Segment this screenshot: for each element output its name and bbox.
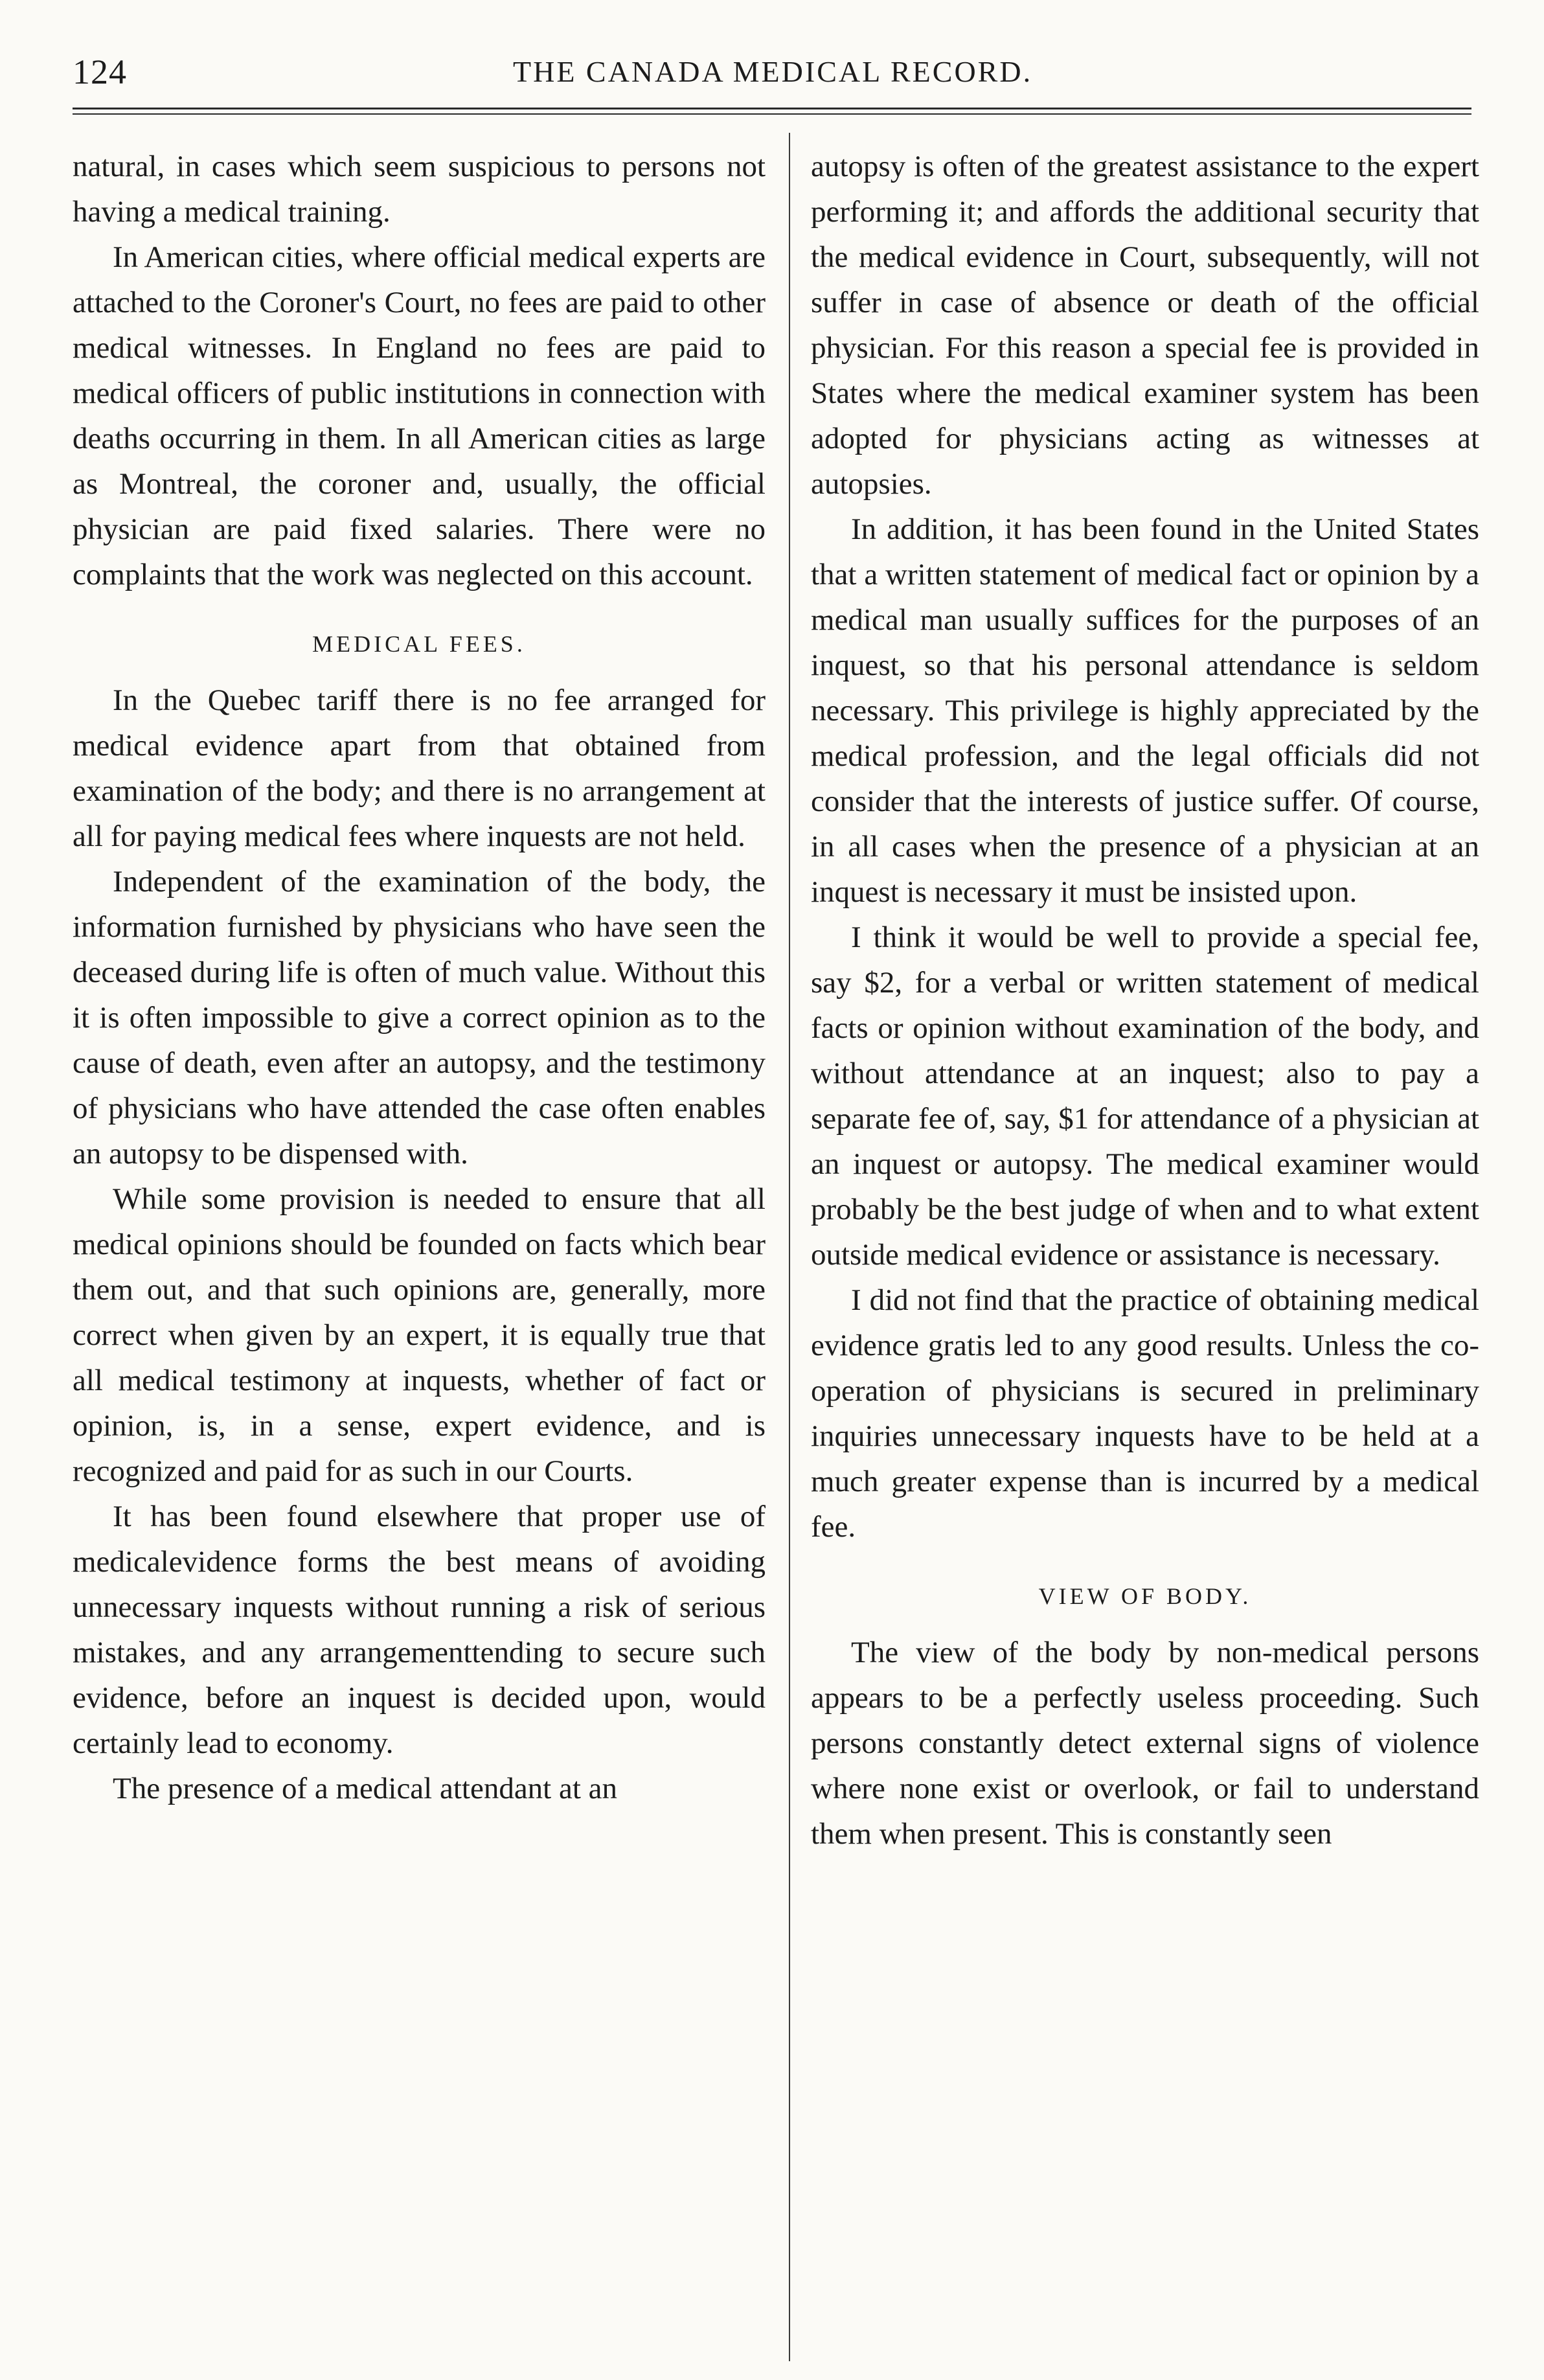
paragraph: While some provision is needed to ensure that all medical opinions should be founded on facts which bear them out, and that such opinions are, generally, more correct when given by an expert, it is equally true that all medical testimony at inquests, whether of fact or opinion, is, in a sense, expert evidence, and is recognized and paid for as such in our Courts.: [73, 1182, 766, 1488]
right-column: [811, 144, 1479, 1857]
header-rule: [73, 108, 1471, 109]
paragraph: I did not find that the practice of obtaining medical evidence gratis led to any good results. Unless the co-operation of physicians is secured in preliminary inquiries unnecessary inquests have to be held at a much greater expense than is incurred by a medical fee.: [811, 1283, 1479, 1544]
section-heading: MEDICAL FEES.: [312, 631, 526, 657]
section-heading: VIEW OF BODY.: [1038, 1583, 1252, 1609]
paragraph: The presence of a medical attendant at an: [113, 1772, 618, 1805]
paragraph: The view of the body by non-medical persons appears to be a perfectly useless proceeding. Such persons constantly detect external signs of violence where none exist or overlook, or fail to understand them when present. This is constantly seen: [811, 1636, 1479, 1851]
paragraph: In the Quebec tariff there is no fee arranged for medical evidence apart from that obtained from examination of the body; and there is no arrangement at all for paying medical fees where inquests are not held.: [73, 683, 766, 853]
running-title: THE CANADA MEDICAL RECORD.: [513, 55, 1033, 88]
paragraph: In addition, it has been found in the United States that a written statement of medical fact or opinion by a medical man usually suffices for the purposes of an inquest, so that his personal attendance is seldom necessary. This privilege is highly appreciated by the medical profession, and the legal officials did not consider that the interests of justice suffer. Of course, in all cases when the presence of a physician at an inquest is necessary it must be insisted upon.: [811, 512, 1479, 909]
paragraph: It has been found elsewhere that proper use of medicalevidence forms the best means of avoiding unnecessary inquests without running a risk of serious mistakes, and any arrangementtending to secure such evidence, before an inquest is decided upon, would certainly lead to economy.: [73, 1500, 766, 1760]
paragraph: I think it would be well to provide a special fee, say $2, for a verbal or written statement of medical facts or opinion without examination of the body, and without attendance at an inquest; also to pay a separate fee of, say, $1 for attendance of a physician at an inquest or autopsy. The medical examiner would probably be the best judge of when and to what extent outside medical evidence or assistance is necessary.: [811, 921, 1479, 1272]
page-header: [73, 47, 1465, 105]
left-column: [73, 144, 766, 1811]
page-number: 124: [73, 52, 127, 91]
column-divider: [789, 133, 790, 2361]
paragraph: Independent of the examination of the body, the information furnished by physicians who have seen the deceased during life is often of much value. Without this it is often impossible to give a correct opinion as to the cause of death, even after an autopsy, and the testimony of physicians who have attended the case often enables an autopsy to be dispensed with.: [73, 865, 766, 1171]
paragraph: natural, in cases which seem suspicious to persons not having a medical training.: [73, 150, 766, 229]
paragraph: In American cities, where official medical experts are attached to the Coroner's Court, no fees are paid to other medical witnesses. In England no fees are paid to medical officers of public institutions in connection with deaths occurring in them. In all American cities as large as Montreal, the coroner and, usually, the official physician are paid fixed salaries. There were no complaints that the work was neglected on this account.: [73, 240, 766, 591]
header-rule-second: [73, 113, 1471, 115]
paragraph: autopsy is often of the greatest assistance to the expert performing it; and affords the additional security that the medical evidence in Court, subsequently, will not suffer in case of absence or death of the official physician. For this reason a special fee is provided in States where the medical examiner system has been adopted for physicians acting as witnesses at autopsies.: [811, 150, 1479, 501]
